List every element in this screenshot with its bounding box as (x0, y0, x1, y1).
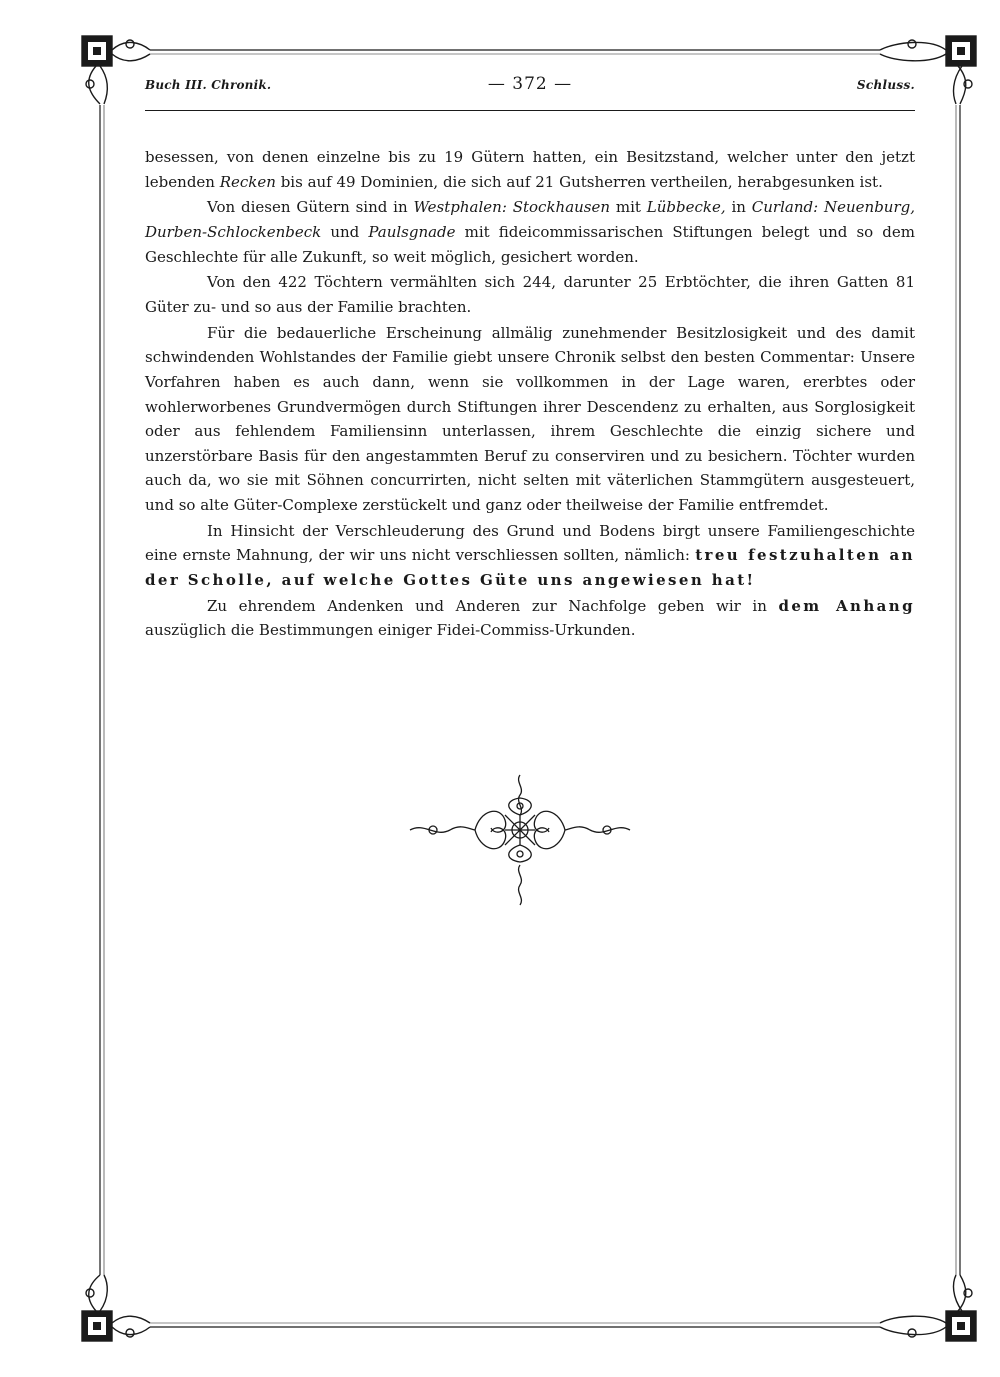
header-section: Schluss. (856, 78, 915, 92)
paragraph-6: Zu ehrendem Andenken und Anderen zur Nachfolge geben wir in dem Anhang auszüglich die Bestimmungen einiger Fidei-Commiss-Urkunden. (145, 596, 915, 640)
paragraph-2: Von diesen Gütern sind in Westphalen: Stockhausen mit Lübbecke, in Curland: Neuenburg, Durben-Schlockenbeck und Paulsgnade mit fideicommissarischen Stiftungen belegt und so dem Geschlechte für alle Zukunft, so weit möglich, gesichert worden. (145, 198, 916, 266)
paragraph-5: In Hinsicht der Verschleuderung des Grund und Bodens birgt unsere Familiengeschichte eine ernste Mahnung, der wir uns nicht verschliessen sollten, nämlich: treu festzuhalten an der Scholle, auf welche Gottes Güte uns angewiesen hat! (145, 521, 915, 589)
paragraph-4: Für die bedauerliche Erscheinung allmälig zunehmender Besitzlosigkeit und des damit schwindenden Wohlstandes der Familie giebt unsere Chronik selbst den besten Commentar: Unsere Vorfahren haben es auch dann, wenn sie vollkommen in der Lage waren, ererbtes oder wohlerworbenes Grundvermögen durch Stiftungen ihrer Descendenz zu erhalten, aus Sorglosigkeit oder aus fehlendem Familiensinn unterlassen, ihrem Geschlechte die einzig sichere und unzerstörbare Basis für den angestammten Beruf zu conserviren und zu besichern. Töchter wurden auch da, wo sie mit Söhnen concurrirten, nicht selten mit väterlichen Stammgütern ausgesteuert, und so alte Güter-Complexe zerstückelt und ganz oder theilweise der Familie entfremdet. (145, 323, 915, 514)
paragraph-1: besessen, von denen einzelne bis zu 19 Gütern hatten, ein Besitzstand, welcher unter den jetzt lebenden Recken bis auf 49 Dominien, die sich auf 21 Gutsherren vertheilen, herabgesunken ist. (145, 148, 915, 191)
header-book-chapter: Buch III. Chronik. (145, 78, 272, 92)
spaced-emphasis: treu festzuhalten an der Scholle, auf welche Gottes Güte uns angewiesen hat! (145, 546, 915, 589)
corner-ornament-bottom-right (880, 1275, 976, 1341)
spaced-emphasis: dem Anhang (778, 596, 915, 615)
corner-ornament-bottom-left (82, 1275, 150, 1341)
running-header (145, 74, 915, 102)
body-text (145, 145, 915, 644)
closing-vignette-ornament (405, 770, 635, 910)
paragraph-3: Von den 422 Töchtern vermählten sich 244, darunter 25 Erbtöchter, die ihren Gatten 81 Güter zu- und so aus der Familie brachten. (145, 273, 915, 316)
header-rule (145, 110, 915, 111)
corner-ornament-top-left (82, 36, 150, 104)
page-number: — 372 — (487, 74, 573, 94)
